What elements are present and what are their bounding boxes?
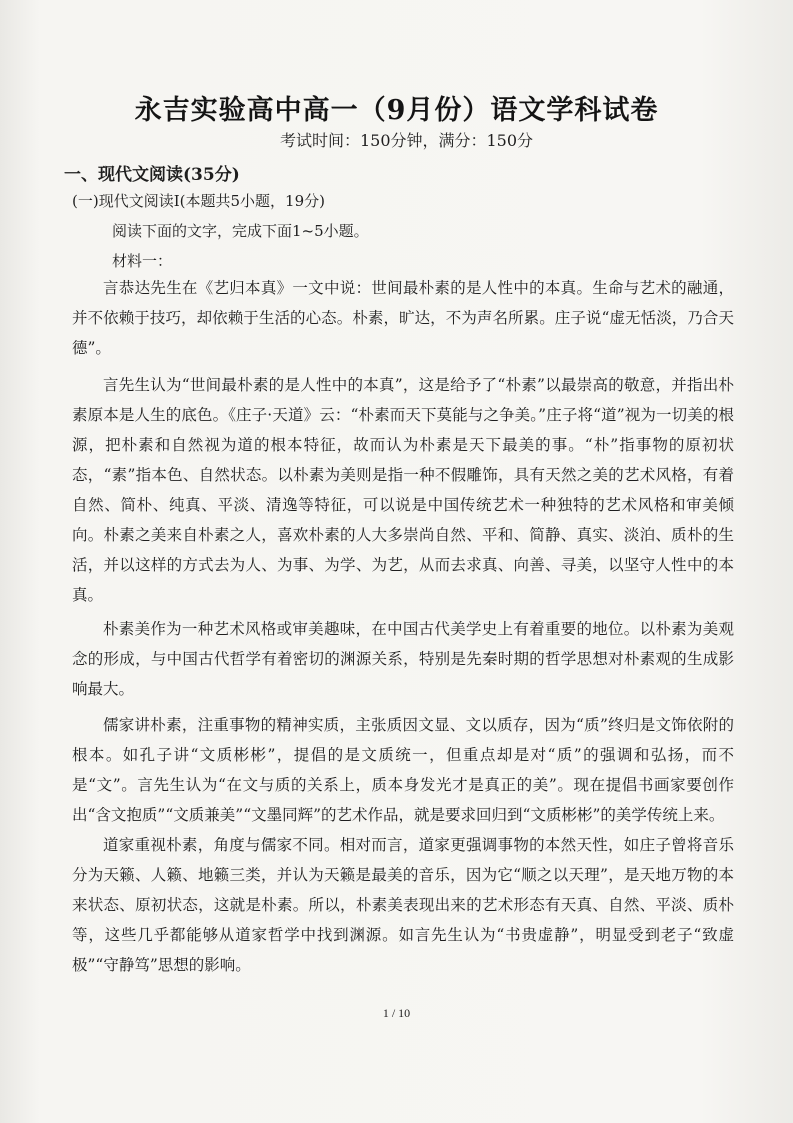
paragraph-4: 儒家讲朴素，注重事物的精神实质，主张质因文显、文以质存，因为“质”终归是文饰依附的根本。如孔子讲“文质彬彬”，提倡的是文质统一，但重点却是对“质”的强调和弘扬，而不是“文”。言先生认为“在文与质的关系上，质本身发光才是真正的美”。现在提倡书画家要创作出“含文抱质”“文质兼美”“文墨同辉”的艺术作品，就是要求回归到“文质彬彬”的美学传统上来。 bbox=[72, 716, 734, 824]
page-title: 永吉实验高中高一（9月份）语文学科试卷 bbox=[134, 95, 659, 126]
exam-info: 考试时间：150分钟，满分：150分 bbox=[279, 131, 534, 150]
paragraph-5: 道家重视朴素，角度与儒家不同。相对而言，道家更强调事物的本然天性，如庄子曾将音乐分为天籁、人籁、地籁三类，并认为天籁是最美的音乐，因为它“顺之以天理”，是天地万物的本来状态、原初状态，这就是朴素。所以，朴素美表现出来的艺术形态有天真、自然、平淡、质朴等，这些几乎都能够从道家哲学中找到渊源。如言先生认为“书贵虚静”，明显受到老子“致虚极”“守静笃”思想的影响。 bbox=[72, 836, 734, 974]
reading-instruction: 阅读下面的文字，完成下面1~5小题。 bbox=[112, 222, 369, 240]
bleed-through-right bbox=[560, 170, 780, 196]
material-label: 材料一： bbox=[112, 252, 173, 270]
sub-section-title: (一)现代文阅读Ⅰ(本题共5小题，19分) bbox=[72, 192, 325, 210]
section-title: 一、现代文阅读(35分) bbox=[64, 165, 240, 185]
paragraph-3: 朴素美作为一种艺术风格或审美趣味，在中国古代美学史上有着重要的地位。以朴素为美观念的形成，与中国古代哲学有着密切的渊源关系，特别是先秦时期的哲学思想对朴素观的生成影响最大。 bbox=[72, 620, 734, 698]
page-number: 1 / 10 bbox=[382, 1006, 411, 1020]
paragraph-1: 言恭达先生在《艺归本真》一文中说：世间最朴素的是人性中的本真。生命与艺术的融通，并不依赖于技巧，却依赖于生活的心态。朴素，旷达，不为声名所累。庄子说“虚无恬淡，乃合天德”。 bbox=[72, 279, 734, 357]
paragraph-2: 言先生认为“世间最朴素的是人性中的本真”，这是给予了“朴素”以最崇高的敬意，并指出朴素原本是人生的底色。《庄子·天道》云：“朴素而天下莫能与之争美。”庄子将“道”视为一切美的根源，把朴素和自然视为道的根本特征，故而认为朴素是天下最美的事。“朴”指事物的原初状态，“素”指本色、自然状态。以朴素为美则是指一种不假雕饰，具有天然之美的艺术风格，有着自然、简朴、纯真、平淡、清逸等特征，可以说是中国传统艺术一种独特的艺术风格和审美倾向。朴素之美来自朴素之人，喜欢朴素的人大多崇尚自然、平和、简静、真实、淡泊、质朴的生活，并以这样的方式去为人、为事、为学、为艺，从而去求真、向善、寻美，以坚守人性中的本真。 bbox=[72, 376, 734, 604]
